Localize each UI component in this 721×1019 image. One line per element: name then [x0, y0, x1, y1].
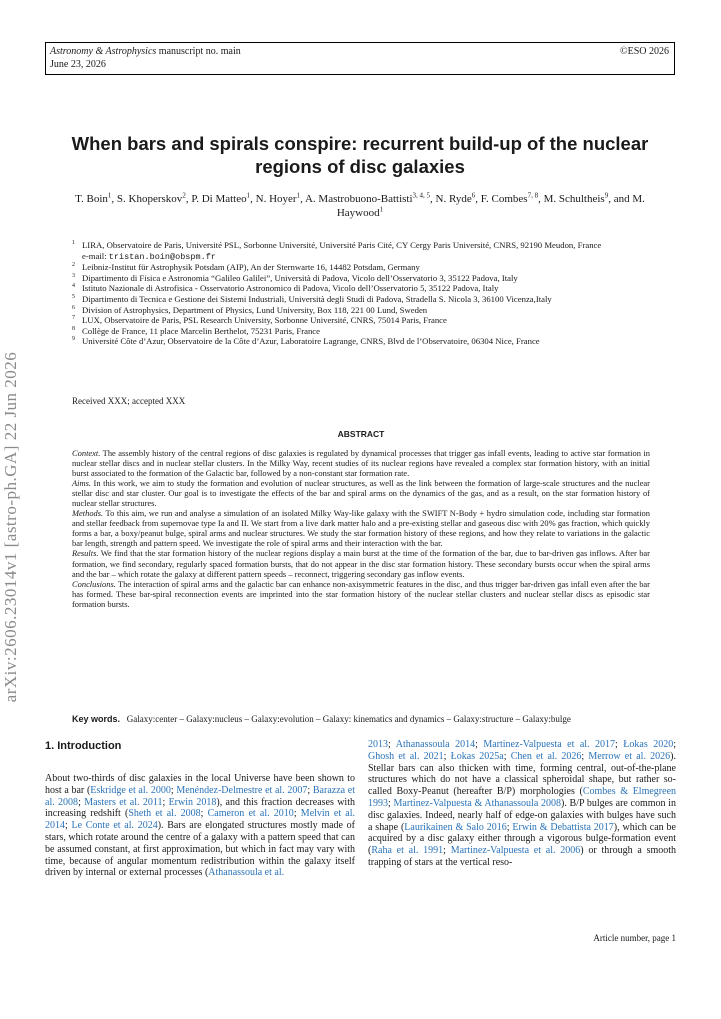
affiliation-number: 5 — [72, 293, 75, 300]
author-affiliation-number: 7, 8 — [527, 191, 539, 200]
page-footer: Article number, page 1 — [593, 933, 676, 943]
author-name: N. Ryde — [435, 193, 472, 205]
affiliation-text: e-mail: — [82, 250, 109, 261]
citation-link[interactable]: Łokas 2020 — [623, 739, 674, 750]
citation-link[interactable]: Łokas 2025a — [450, 750, 504, 762]
citation-link[interactable]: Erwin & Debattista 2017 — [512, 821, 614, 833]
citation-link[interactable]: Eskridge et al. 2000 — [90, 784, 171, 796]
citation-link[interactable]: Athanassoula 2014 — [395, 739, 476, 750]
body-text: About two-thirds of disc galaxies in the local Universe have been shown to host a bar ( — [45, 773, 355, 796]
affiliation-text: Dipartimento di Tecnica e Gestione dei Sistemi Industriali, Università degli Studi di Padova, Stradella S. Nicola 3, 36100 Vicenza,Italy — [82, 293, 552, 304]
affiliation-item — [72, 336, 650, 347]
author-affiliation-number: 1 — [296, 191, 301, 200]
citation-link[interactable]: Laurikainen & Salo 2016 — [404, 821, 507, 833]
affiliation-text: LIRA, Observatoire de Paris, Université PSL, Sorbonne Université, Université Paris Cité, CY Cergy Paris Université, CNRS, 92190 Meudon, France — [82, 240, 602, 250]
citation-link[interactable]: Barazza et al. 2008 — [45, 784, 355, 808]
abstract-text: The assembly history of the central regions of disc galaxies is regulated by dynamical processes that trigger gas infall events, leading to active star formation in nuclear stellar discs and in nuclear stellar clusters. In the Milky Way, recent studies of its nuclear regions have revealed a complex star formation history, with an initial burst associated to the formation of the Galactic bar, followed by a non-constant star formation rate. — [72, 448, 650, 479]
body-text: ; — [293, 808, 301, 820]
body-text: ; — [388, 797, 394, 809]
author-affiliation-number: 2 — [182, 191, 186, 200]
author-affiliation-number: 3, 4, 5 — [412, 191, 431, 200]
citation-link[interactable]: Erwin 2018 — [168, 796, 217, 808]
body-text: ; — [443, 845, 451, 857]
affiliation-number: 6 — [72, 304, 75, 311]
author-name: P. Di Matteo — [191, 193, 247, 205]
affiliation-text: Division of Astrophysics, Department of Physics, Lund University, Box 118, 221 00 Lund, Sweden — [82, 304, 428, 315]
body-text: ), which can be acquired by a disc galaxy either through a vigorous bulge-formation event ( — [368, 821, 676, 857]
abstract-paragraph — [72, 508, 650, 548]
affiliation-item — [72, 294, 650, 305]
citation-link[interactable]: Martinez-Valpuesta & Athanassoula 2008 — [393, 797, 561, 809]
affiliation-text: Collège de France, 11 place Marcelin Berthelot, 75231 Paris, France — [82, 325, 321, 336]
abstract-paragraph — [72, 579, 650, 609]
author-list: T. Boin$^1$, S. Khoperskov$^2$, P. Di Matteo$^1$, N. Hoyer$^1$, A. Mastrobuono-Battisti$^{3, 4, 5}$, N. Ryde$^6$, F. Combes$^{7, 8}$, M. Schultheis$^9$, and M. Haywood$^1$ — [75, 191, 645, 219]
keywords-label: Key words. — [72, 714, 121, 724]
abstract-paragraph — [72, 478, 650, 508]
abstract — [72, 448, 650, 609]
abstract-subheading: Aims. — [72, 478, 91, 489]
body-text: ). Stellar bars can also thicken with time, forming central, out-of-the-plane structures which do not have a classical spheroidal shape, but rather so-called Boxy-Peanut (hereafter B/P) morphologies ( — [368, 750, 676, 798]
abstract-text: We find that the star formation history of the nuclear regions display a main burst at the time of the formation of the bar, due to bar-driven gas inflows. After bar formation, we find secondary, regularly spaced formation bursts, that do not appear in the disc star formation history. These secondary bursts occur when the spiral arms and the bar – which rotate the galaxy at different pattern speeds – reconnect, triggering secondary gas inflow events. — [72, 548, 650, 579]
author-affiliation-number: 9 — [604, 191, 609, 200]
affiliation-text: Leibniz-Institut für Astrophysik Potsdam (AIP), An der Sternwarte 16, 14482 Potsdam, Germany — [82, 262, 420, 273]
author-affiliation-number: 1 — [246, 191, 251, 200]
affiliation-text: LUX, Observatoire de Paris, PSL Research University, Sorbonne Université, CNRS, 75014 Paris, France — [82, 315, 447, 326]
citation-link[interactable]: Ghosh et al. 2021 — [368, 750, 444, 762]
citation-link[interactable]: Masters et al. 2011 — [84, 796, 163, 808]
author-name: M. Haywood — [336, 193, 645, 219]
body-text: ; — [475, 739, 484, 750]
section-heading-introduction: 1. Introduction — [45, 740, 122, 752]
citation-link[interactable]: Menéndez-Delmestre et al. 2007 — [176, 784, 308, 796]
keywords-text: Galaxy:center – Galaxy:nucleus – Galaxy:evolution – Galaxy: kinematics and dynamics – Galaxy:structure – Galaxy:bulge — [126, 714, 571, 724]
body-text: ; — [673, 739, 676, 750]
abstract-text: To this aim, we run and analyse a simulation of an isolated Milky Way-like galaxy with the SWIFT N-Body + hydro simulation code, including star formation and stellar feedback from supernovae type Ia and II. We start from a live dark matter halo and a pre-existing stellar and gaseous disc with 20% gas fraction, which quickly forms a bar, a boxy/peanut bulge, spiral arms and nuclear structures. We study the star formation history of these regions, and how they relate to variations in the galactic bar length, strength and pattern speed. We investigate the role of spiral arms and their interaction with the bar. — [72, 508, 650, 549]
abstract-subheading: Results. — [72, 548, 99, 559]
paper-title: When bars and spirals conspire: recurrent build-up of the nuclear regions of disc galaxies — [71, 133, 649, 177]
body-text: ; — [615, 739, 624, 750]
author-affiliation-number: 1 — [379, 205, 384, 214]
author-name: F. Combes — [480, 193, 528, 205]
affiliation-number: 4 — [72, 283, 75, 290]
abstract-subheading: Conclusions. — [72, 578, 116, 589]
affiliation-item — [72, 326, 650, 337]
body-text: ; — [65, 820, 72, 832]
abstract-subheading: Methods. — [72, 508, 104, 519]
affiliation-item — [72, 315, 650, 326]
citation-link[interactable]: Martinez-Valpuesta et al. 2006 — [450, 845, 581, 857]
citation-link[interactable]: Athanassoula et al. — [208, 867, 285, 879]
affiliation-text: Université Côte d’Azur, Observatoire de la Côte d’Azur, Laboratoire Lagrange, CNRS, Blvd de l’Observatoire, 06304 Nice, France — [82, 336, 540, 347]
affiliation-number: 3 — [72, 272, 75, 279]
intro-column-right — [368, 739, 676, 869]
body-text: ; — [581, 750, 589, 762]
citation-link[interactable]: Le Conte et al. 2024 — [71, 820, 158, 832]
author-name: M. Schultheis — [543, 193, 605, 205]
arxiv-identifier: arXiv:2606.23014v1 [astro-ph.GA] 22 Jun 2026 — [1, 351, 20, 703]
body-text: ; — [503, 750, 511, 762]
author-name: N. Hoyer — [255, 193, 297, 205]
abstract-text: The interaction of spiral arms and the galactic bar can enhance non-axisymmetric features in the disc, and thus trigger bar-driven gas infall even after the bar has formed. These bar-spiral reconnection events are imprinted into the star formation history of the nuclear stellar clusters and nuclear stellar discs as episodic star formation bursts. — [72, 578, 650, 609]
affiliation-number: 8 — [72, 325, 75, 332]
citation-link[interactable]: Sheth et al. 2008 — [128, 808, 201, 820]
body-text: ; — [170, 784, 177, 796]
author-name: S. Khoperskov — [116, 193, 183, 205]
affiliation-text: Dipartimento di Fisica e Astronomia “Galileo Galilei”, Università di Padova, Vicolo dell’Osservatorio 3, 35122 Padova, Italy — [82, 272, 518, 283]
affiliation-number: 2 — [72, 262, 75, 269]
citation-link[interactable]: Melvin et al. 2014 — [45, 808, 356, 832]
citation-link[interactable]: Cameron et al. 2010 — [207, 808, 294, 820]
abstract-paragraph — [72, 448, 650, 478]
body-text: ). B/P bulges are common in disc galaxies. Indeed, nearly half of edge-on galaxies with bulges have such a shape ( — [368, 797, 677, 833]
abstract-paragraph — [72, 548, 650, 578]
header-copyright: ©ESO 2026 — [620, 46, 669, 57]
author-affiliation-number: 6 — [471, 191, 476, 200]
citation-link[interactable]: Merrow et al. 2026 — [588, 750, 671, 762]
affiliation-item — [72, 273, 650, 284]
body-text: ; — [307, 784, 313, 796]
arxiv-sidebar — [24, 265, 46, 617]
affiliation-number: 9 — [72, 336, 75, 343]
affiliation-number: 1 — [72, 240, 75, 246]
author-name: A. Mastrobuono-Battisti — [304, 193, 413, 205]
body-text: ; — [388, 739, 396, 750]
citation-link[interactable]: 2013 — [368, 739, 388, 750]
body-text: ; — [78, 796, 85, 808]
abstract-text: In this work, we aim to study the formation and evolution of nuclear structures, as well as the link between the formation of large-scale structures and the nuclear stellar disc and star cluster. Our goal is to investigate the effects of the bar and spiral arms on the dynamics of the gas, and as a result, on the star formation history of nuclear stellar structures. — [72, 478, 650, 509]
body-text: ; — [443, 750, 451, 762]
body-text: ) or through a smooth trapping of stars at the vertical reso- — [368, 845, 677, 868]
citation-link[interactable]: Chen et al. 2026 — [510, 750, 582, 762]
body-text: ; — [200, 808, 208, 820]
body-text: ). Bars are elongated structures mostly made of stars, which rotate around the centre of a galaxy with a pattern speed that can be assumed constant, at first approximation, but which in fact may vary with time, because of angular momentum redistribution within the galaxy itself driven by internal or external processes ( — [45, 820, 356, 879]
affiliation-item — [72, 240, 650, 251]
body-text: ; — [162, 796, 169, 808]
affiliation-text: Istituto Nazionale di Astrofisica - Osservatorio Astronomico di Padova, Vicolo dell’Osservatorio 5, 35122 Padova, Italy — [82, 283, 499, 294]
citation-link[interactable]: Raha et al. 1991 — [371, 845, 444, 857]
affiliation-item — [72, 305, 650, 316]
citation-link[interactable]: Martinez-Valpuesta et al. 2017 — [483, 739, 616, 750]
abstract-heading: ABSTRACT — [337, 429, 385, 439]
affiliation-item — [72, 251, 650, 263]
affiliation-item — [72, 283, 650, 294]
body-text: ; — [506, 821, 513, 833]
affiliations — [72, 240, 650, 347]
journal-name: Astronomy & Astrophysics — [50, 46, 157, 57]
affiliation-item — [72, 262, 650, 273]
header-journal-line — [50, 45, 670, 58]
author-name: T. Boin — [75, 193, 108, 205]
manuscript-number: manuscript no. main — [156, 46, 241, 57]
received-line: Received XXX; accepted XXX — [72, 396, 186, 406]
affiliation-number: 7 — [72, 315, 75, 322]
keywords — [72, 714, 650, 725]
email-address[interactable]: tristan.boin@obspm.fr — [108, 251, 216, 262]
body-text: ), and this fraction decreases with increasing redshift ( — [45, 796, 355, 820]
abstract-subheading: Context. — [72, 448, 101, 458]
header-date: June 23, 2026 — [50, 59, 106, 70]
author-affiliation-number: 1 — [107, 191, 112, 200]
citation-link[interactable]: Combes & Elmegreen 1993 — [368, 786, 677, 809]
manuscript-header — [45, 42, 675, 75]
intro-column-left — [45, 773, 355, 879]
